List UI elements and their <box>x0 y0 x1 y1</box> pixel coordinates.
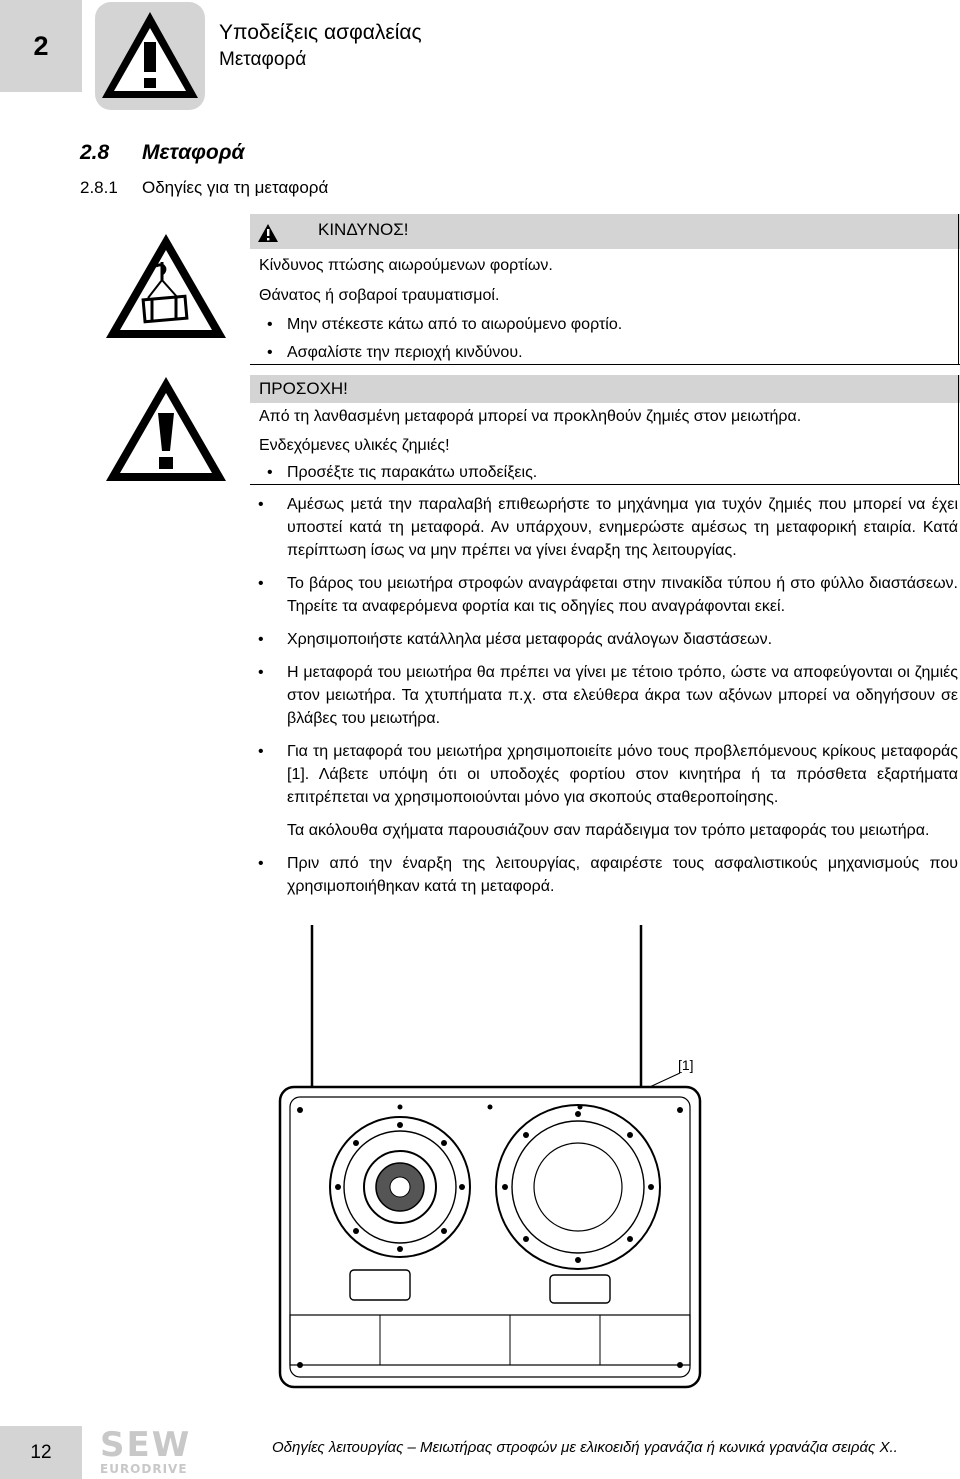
subsection-title: Οδηγίες για τη μεταφορά <box>142 178 329 197</box>
caution-line-2: Ενδεχόμενες υλικές ζημιές! <box>259 437 450 454</box>
danger-small-icon <box>257 223 279 248</box>
header-title: Υποδείξεις ασφαλείας <box>219 21 422 44</box>
danger-bullet-2: • Ασφαλίστε την περιοχή κινδύνου. <box>287 342 523 364</box>
list-item: • Για τη μεταφορά του μειωτήρα χρησιμοποιείτε μόνο τους προβλεπόμενους κρίκους μεταφοράς [1]. Λάβετε υπόψη ότι οι υποδοχές φορτίου στον κινητήρα ή τα πρόσθετα εξαρτήματα επιτρέπεται να χρησιμοποιούνται μόνο για σκοπούς σταθεροποίησης. <box>258 740 958 809</box>
page-number: 12 <box>0 1426 82 1479</box>
danger-bullet-1: • Μην στέκεστε κάτω από το αιωρούμενο φορτίο. <box>287 314 622 336</box>
exclamation-warning-icon <box>104 375 228 490</box>
list-item: • Αμέσως μετά την παραλαβή επιθεωρήστε το μηχάνημα για τυχόν ζημιές που μπορεί να έχει υποστεί κατά τη μεταφορά. Αν υπάρχουν, ενημερώστε αμέσως τη μεταφορική εταιρία. Κατά περίπτωση ίσως να μην πρέπει να γίνει έναρξη της λειτουργίας. <box>258 493 958 562</box>
footer-document-title: Οδηγίες λειτουργίας – Μειωτήρας στροφών με ελικοειδή γρανάζια ή κωνικά γρανάζια σειράς X.. <box>272 1439 898 1456</box>
header-warning-icon <box>95 2 205 110</box>
list-item: • Το βάρος του μειωτήρα στροφών αναγράφεται στην πινακίδα τύπου ή στο φύλλο διαστάσεων. Τηρείτε τα αναφερόμενα φορτία και τις οδηγίες που αναγράφονται εκεί. <box>258 572 958 618</box>
transport-instructions-list <box>258 493 958 908</box>
danger-line-2: Θάνατος ή σοβαροί τραυματισμοί. <box>259 287 500 304</box>
subsection-heading <box>80 178 328 198</box>
section-number: 2.8 <box>80 141 110 164</box>
figure-callout-1: [1] <box>678 1057 694 1073</box>
caution-header-bar <box>250 375 960 403</box>
danger-title: ΚΙΝΔΥΝΟΣ! <box>318 220 409 239</box>
suspended-load-warning-icon <box>104 232 228 347</box>
sew-eurodrive-logo: SEW EURODRIVE <box>100 1425 192 1476</box>
list-item: • Χρησιμοποιήστε κατάλληλα μέσα μεταφοράς ανάλογων διαστάσεων. <box>258 628 958 651</box>
caution-bullet-1: • Προσέξτε τις παρακάτω υποδείξεις. <box>287 462 537 484</box>
list-paragraph: Τα ακόλουθα σχήματα παρουσιάζουν σαν παράδειγμα τον τρόπο μεταφοράς του μειωτήρα. <box>287 822 930 839</box>
subsection-number: 2.8.1 <box>80 178 118 197</box>
danger-line-1: Κίνδυνος πτώσης αιωρούμενων φορτίων. <box>259 257 553 274</box>
caution-title: ΠΡΟΣΟΧΗ! <box>259 379 348 398</box>
gear-unit-drawing <box>260 925 740 1410</box>
list-item: • Η μεταφορά του μειωτήρα θα πρέπει να γίνει με τέτοιο τρόπο, ώστε να αποφεύγονται οι ζημιές στον μειωτήρα. Τα χτυπήματα π.χ. στα ελεύθερα άκρα των αξόνων μπορεί να οδηγήσουν σε βλάβες του μειωτήρα. <box>258 661 958 730</box>
caution-line-1: Από τη λανθασμένη μεταφορά μπορεί να προκληθούν ζημιές στον μειωτήρα. <box>259 408 802 425</box>
section-heading <box>80 141 245 165</box>
list-item: • Πριν από την έναρξη της λειτουργίας, αφαιρέστε τους ασφαλιστικούς μηχανισμούς που χρησιμοποιήθηκαν κατά τη μεταφορά. <box>258 852 958 898</box>
chapter-number: 2 <box>0 0 82 92</box>
header-subtitle: Μεταφορά <box>219 49 307 70</box>
section-title: Μεταφορά <box>142 141 245 164</box>
